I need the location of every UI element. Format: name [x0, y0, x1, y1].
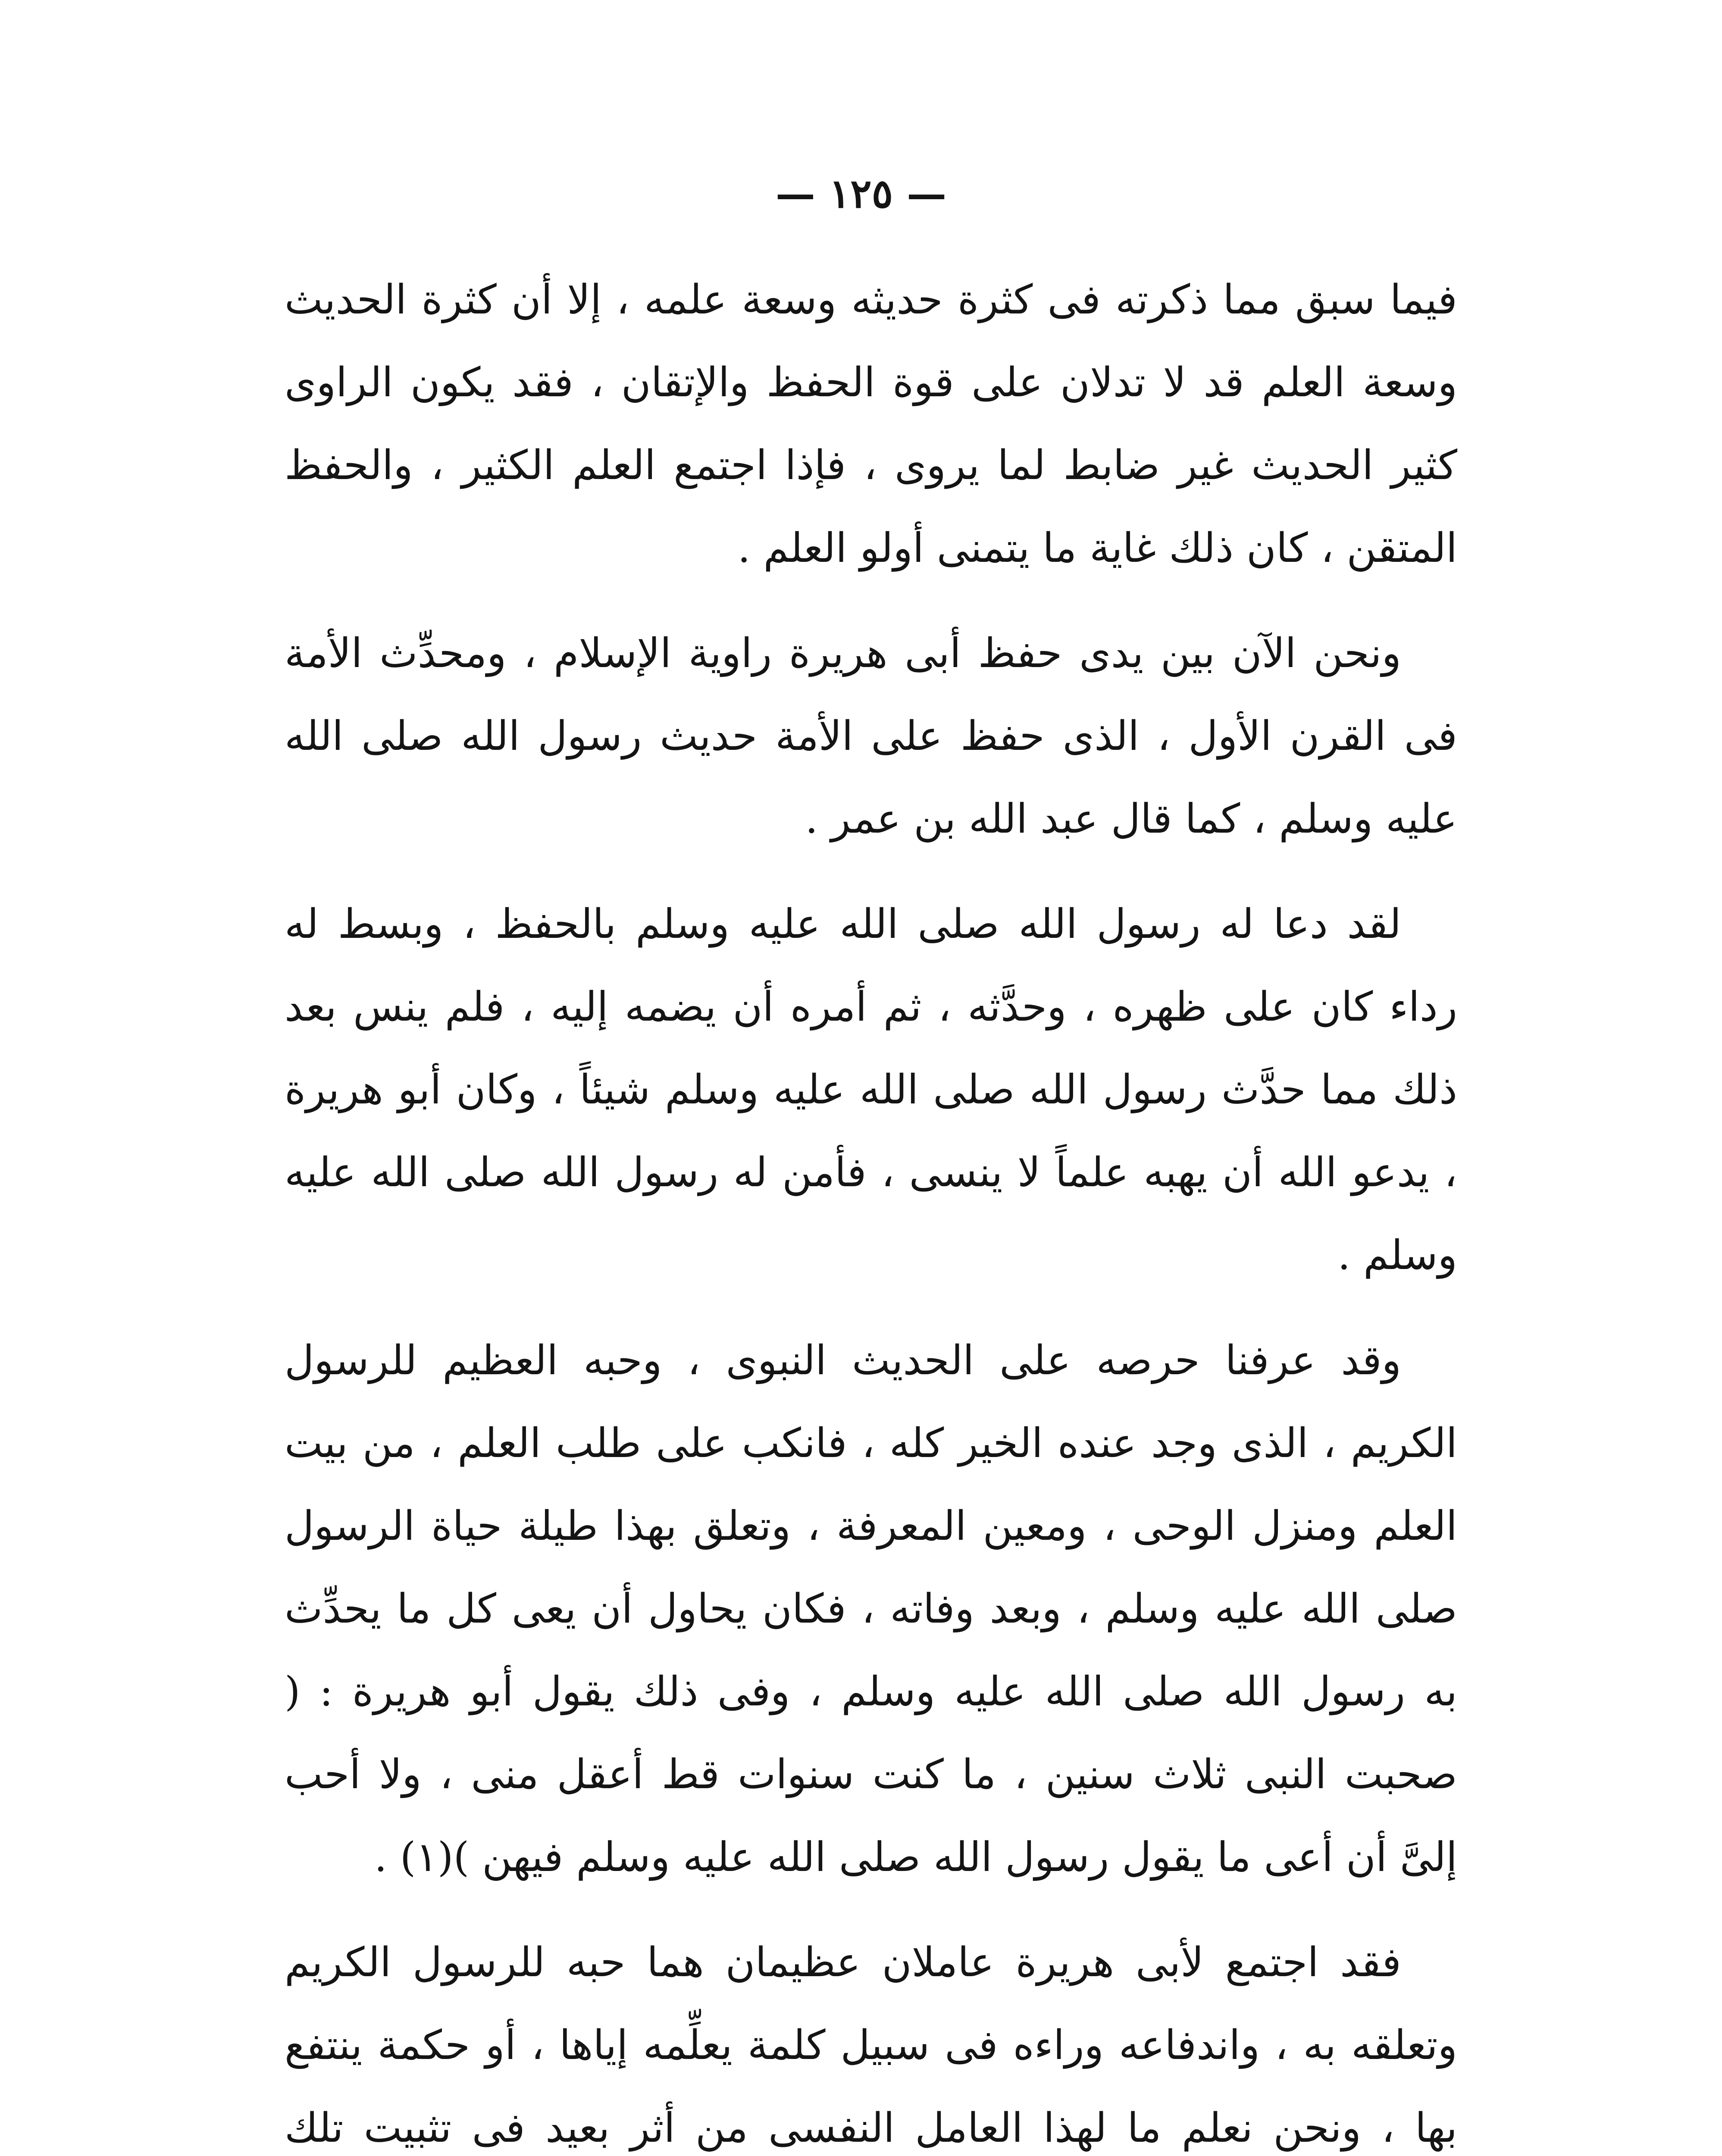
paragraph-1: فيما سبق مما ذكرته فى كثرة حديثه وسعة علمه ، إلا أن كثرة الحديث وسعة العلم قد لا تدلان على قوة الحفظ والإتقان ، فقد يكون الراوى كثير الحديث غير ضابط لما يروى ، فإذا اجتمع العلم الكثير ، والحفظ المتقن ، كان ذلك غاية ما يتمنى أولو العلم . — [285, 276, 1457, 572]
page-number: — ١٢٥ — — [775, 170, 947, 217]
paragraph-5: فقد اجتمع لأبى هريرة عاملان عظيمان هما حبه للرسول الكريم وتعلقه به ، واندفاعه وراءه فى سبيل كلمة يعلِّمه إياها ، أو حكمة ينتفع بها ، ونحن نعلم ما لهذا العامل النفسى من أثر بعيد فى تثبيت تلك — [285, 1939, 1457, 2152]
body-text — [285, 259, 1457, 2156]
paragraph-2: ونحن الآن بين يدى حفظ أبى هريرة راوية الإسلام ، ومحدِّث الأمة فى القرن الأول ، الذى حفظ على الأمة حديث رسول الله صلى الله عليه وسلم ، كما قال عبد الله بن عمر . — [285, 630, 1457, 843]
paragraph-4: وقد عرفنا حرصه على الحديث النبوى ، وحبه العظيم للرسول الكريم ، الذى وجد عنده الخير كله ، فانكب على طلب العلم ، من بيت العلم ومنزل الوحى ، ومعين المعرفة ، وتعلق بهذا طيلة حياة الرسول صلى الله عليه وسلم ، وبعد وفاته ، فكان يحاول أن يعى كل ما يحدِّث به رسول الله صلى الله عليه وسلم ، وفى ذلك يقول أبو هريرة : ( صحبت النبى ثلاث سنين ، ما كنت سنوات قط أعقل منى ، ولا أحب إلىَّ أن أعى ما يقول رسول الله صلى الله عليه وسلم فيهن )(١) . — [285, 1337, 1457, 1881]
paragraph-3: لقد دعا له رسول الله صلى الله عليه وسلم بالحفظ ، وبسط له رداء كان على ظهره ، وحدَّثه ، ثم أمره أن يضمه إليه ، فلم ينس بعد ذلك مما حدَّث رسول الله صلى الله عليه وسلم شيئاً ، وكان أبو هريرة ، يدعو الله أن يهبه علماً لا ينسى ، فأمن له رسول الله صلى الله عليه وسلم . — [285, 901, 1458, 1279]
